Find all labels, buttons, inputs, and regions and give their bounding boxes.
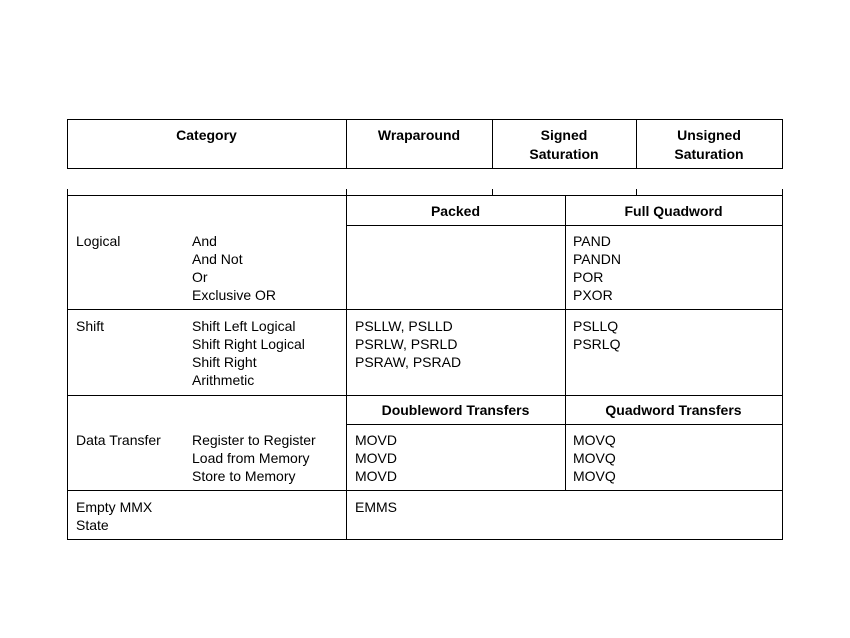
header-signed-saturation-line2: Saturation [529,146,599,162]
doubleword-instruction: MOVD [355,432,397,448]
packed-subheader-line [346,225,783,226]
shift-op: Shift Right [192,354,257,370]
header-signed-saturation-line1: Signed [540,127,588,143]
empty-mmx-instruction: EMMS [355,499,397,515]
header-category: Category [176,127,237,143]
logical-op: And [192,233,217,249]
data-transfer-op: Register to Register [192,432,316,448]
data-transfer-row-bottom [67,490,783,491]
header-right-border [782,119,783,169]
shift-quadword-instruction: PSRLQ [573,336,621,352]
body-left-border [67,195,68,540]
quadword-instruction: MOVQ [573,450,616,466]
shift-row-bottom [67,395,783,396]
logical-instruction: PXOR [573,287,613,303]
header-bottom-border [67,168,783,169]
data-transfer-category: Data Transfer [76,432,161,448]
shift-packed-instruction: PSRAW, PSRAD [355,354,462,370]
transfer-subheader-line [346,424,783,425]
subheader-packed: Packed [430,203,481,219]
body-top-border [67,195,783,196]
shift-quadword-instruction: PSLLQ [573,318,619,334]
data-transfer-op: Store to Memory [192,468,296,484]
logical-category: Logical [76,233,121,249]
doubleword-instruction: MOVD [355,450,397,466]
body-category-divider [346,195,347,540]
logical-row-bottom [67,309,783,310]
shift-packed-instruction: PSLLW, PSLLD [355,318,453,334]
body-bottom-border [67,539,783,540]
shift-packed-instruction: PSRLW, PSRLD [355,336,458,352]
logical-instruction: PANDN [573,251,621,267]
shift-category: Shift [76,318,105,334]
logical-instruction: POR [573,269,604,285]
logical-op: And Not [192,251,243,267]
quadword-instruction: MOVQ [573,432,616,448]
subheader-doubleword-transfers: Doubleword Transfers [381,402,530,418]
logical-instruction: PAND [573,233,611,249]
shift-op: Shift Left Logical [192,318,296,334]
subheader-full-quadword: Full Quadword [624,203,723,219]
empty-mmx-category-line2: State [76,517,109,533]
header-top-border [67,119,783,120]
header-wraparound: Wraparound [377,127,461,143]
shift-op: Arithmetic [192,372,255,388]
logical-op: Or [192,269,208,285]
doubleword-instruction: MOVD [355,468,397,484]
body-right-border [782,195,783,540]
header-unsigned-saturation-line2: Saturation [674,146,744,162]
empty-mmx-category-line1: Empty MMX [76,499,153,515]
data-transfer-op: Load from Memory [192,450,310,466]
subheader-quadword-transfers: Quadword Transfers [605,402,742,418]
quadword-instruction: MOVQ [573,468,616,484]
logical-op: Exclusive OR [192,287,277,303]
header-unsigned-saturation-line1: Unsigned [677,127,741,143]
shift-op: Shift Right Logical [192,336,305,352]
